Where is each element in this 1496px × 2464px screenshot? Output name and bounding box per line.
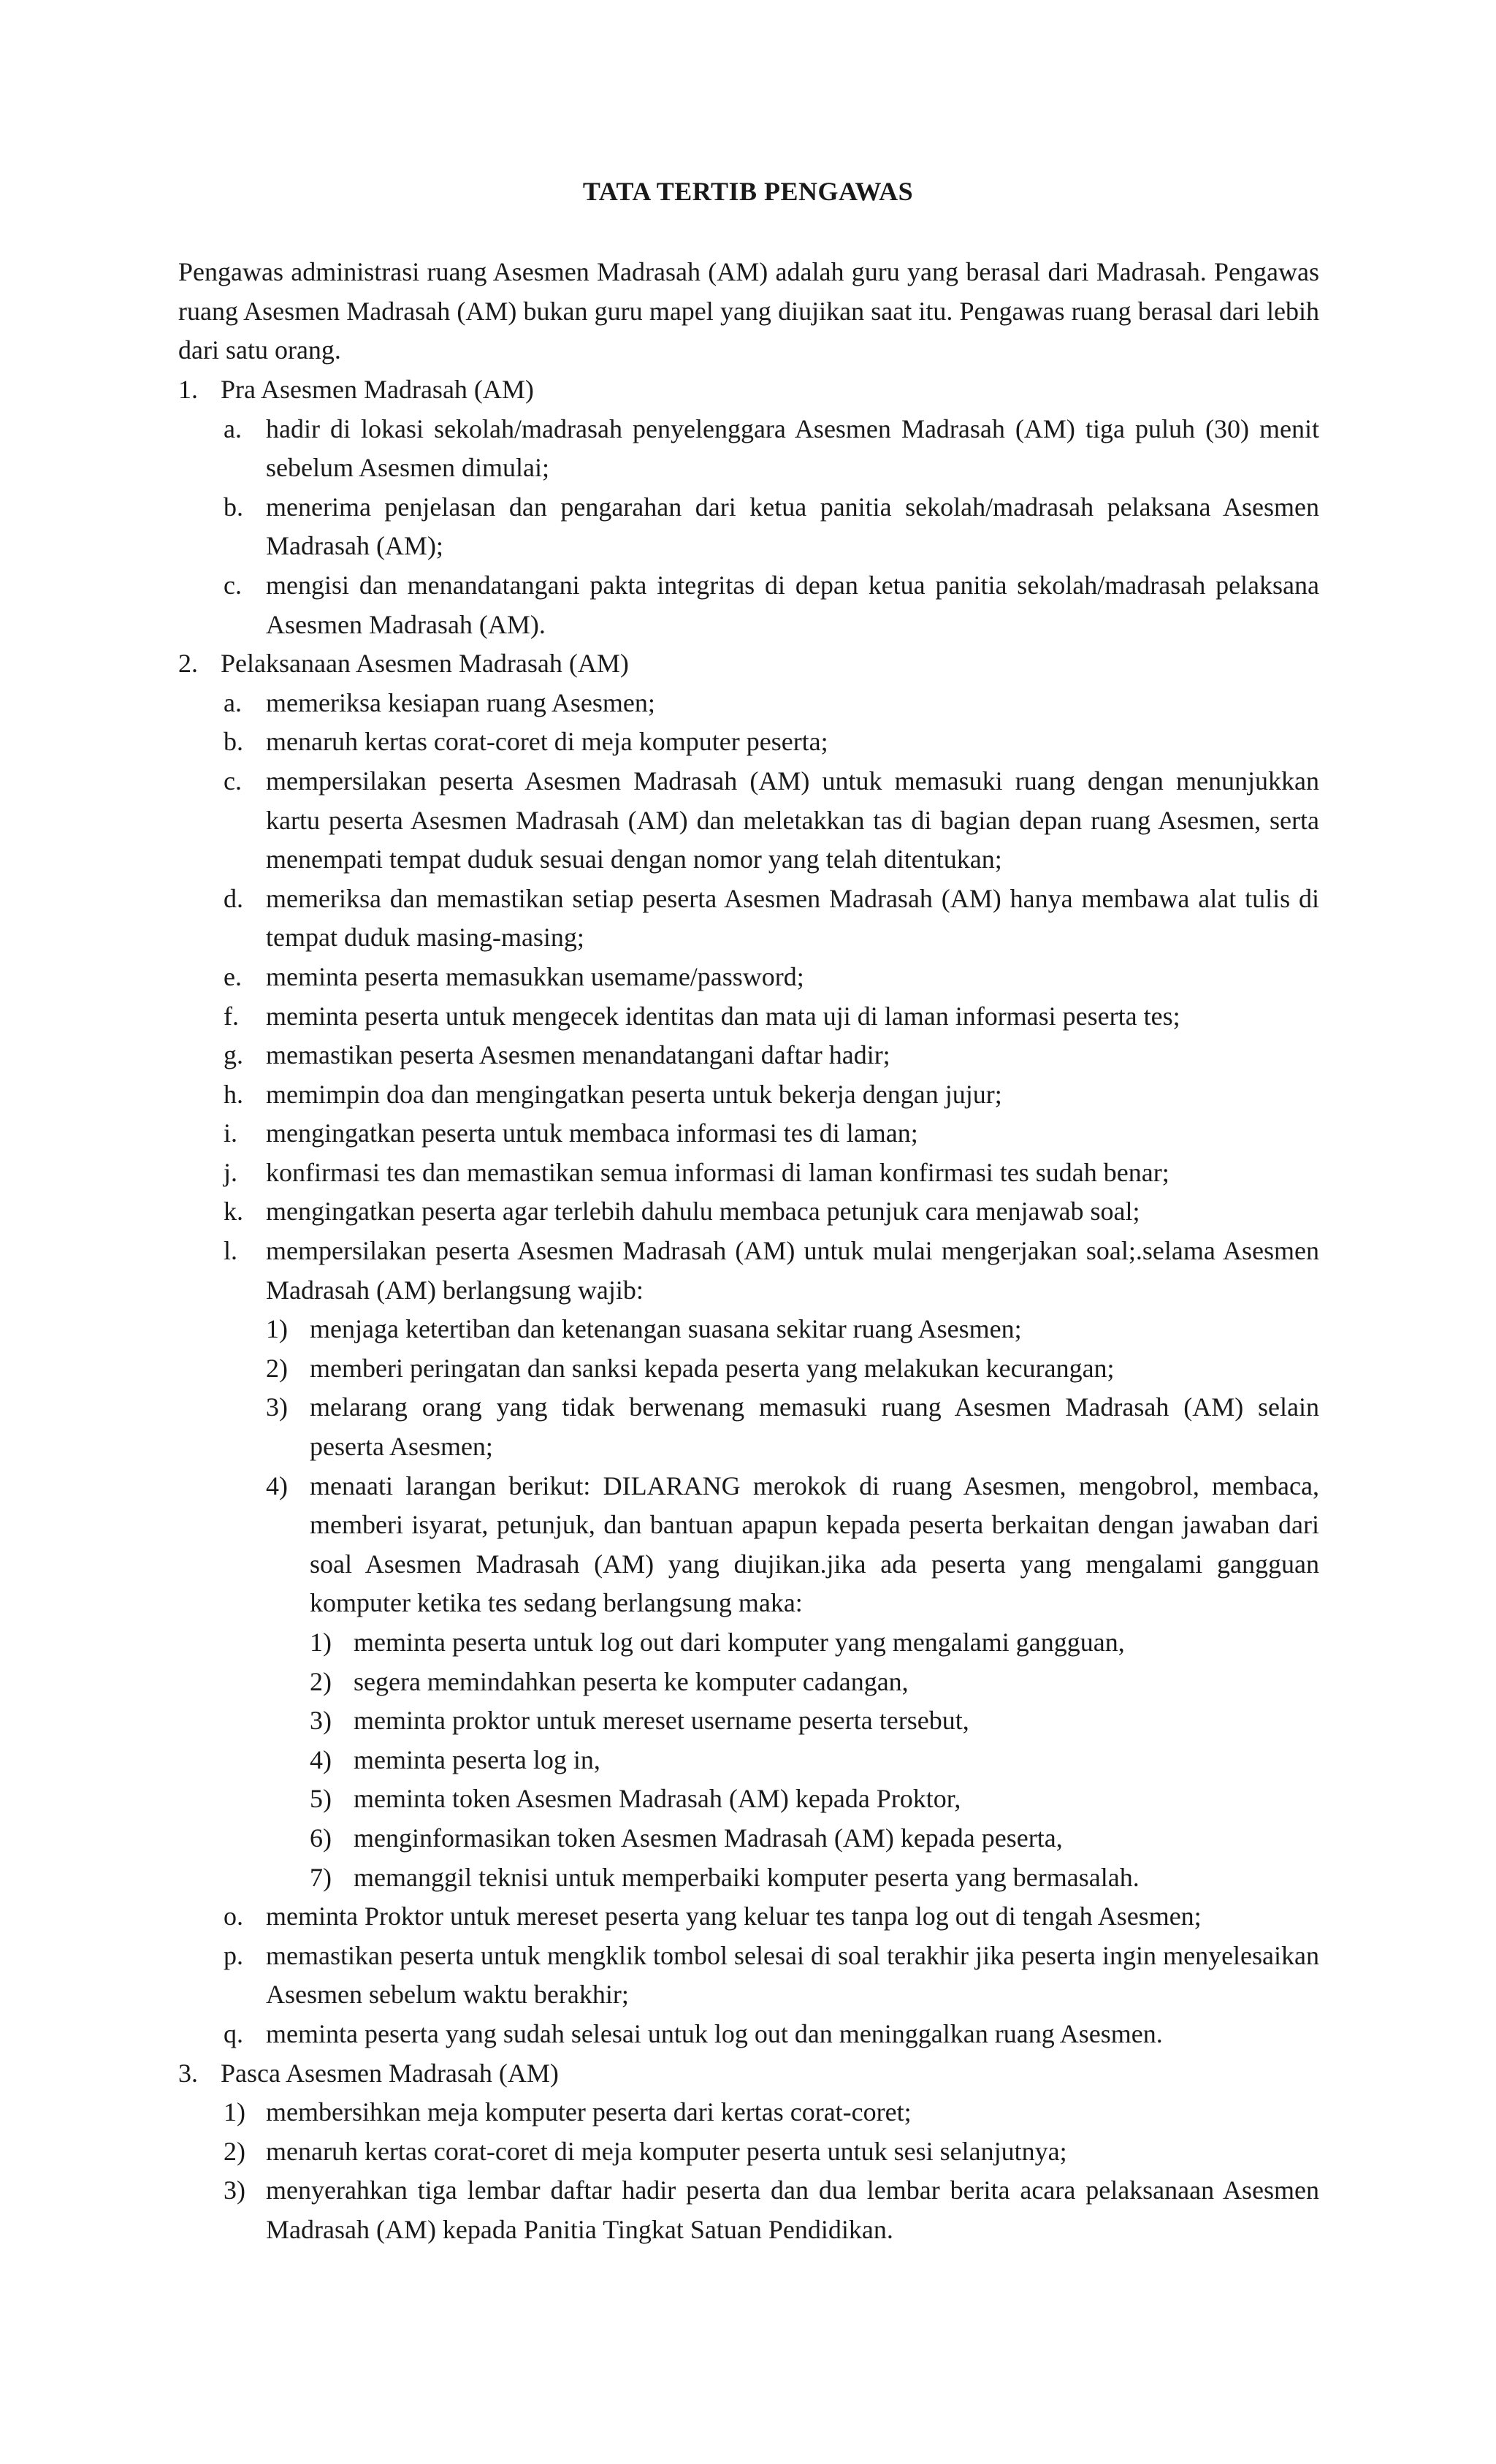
list-item-level-2 (178, 684, 1319, 723)
list-item-level-3 (178, 1388, 1319, 1466)
list-item-level-2 (178, 880, 1319, 958)
list-item-level-2 (178, 410, 1319, 488)
list-item-level-2-label: b. (224, 492, 243, 522)
section-heading (178, 644, 1319, 684)
list-item-level-2-label: j. (224, 1157, 238, 1187)
list-item-level-2 (178, 1075, 1319, 1115)
list-item-level-2-label: o. (224, 1902, 243, 1931)
list-item-level-2-text: memeriksa kesiapan ruang Asesmen; (266, 687, 655, 717)
list-item-level-2 (178, 1036, 1319, 1075)
list-item-level-4 (178, 1858, 1319, 1898)
rules-list (178, 370, 1319, 2250)
list-item-level-4-text: segera memindahkan peserta ke komputer cadangan, (354, 1666, 909, 1696)
list-item-level-4-label: 3) (310, 1706, 332, 1736)
list-item-level-2 (178, 997, 1319, 1037)
list-item-level-4-label: 1) (310, 1628, 332, 1657)
list-item-level-4-text: meminta token Asesmen Madrasah (AM) kepada Proktor, (354, 1784, 961, 1814)
section-heading-label: 2. (178, 649, 198, 679)
list-item-level-3 (178, 1310, 1319, 1349)
list-item-level-2 (178, 1897, 1319, 1937)
section-heading (178, 2054, 1319, 2094)
list-item-level-3-text: menaati larangan berikut: DILARANG merokok di ruang Asesmen, mengobrol, membaca, memberi isyarat, petunjuk, dan bantuan apapun kepada peserta berkaitan dengan jawaban dari soal Asesmen Madrasah (AM) yang diujikan.jika ada peserta yang mengalami gangguan komputer ketika tes sedang berlangsung maka: (310, 1471, 1319, 1618)
list-item-level-4-text: meminta peserta untuk log out dari komputer yang mengalami gangguan, (354, 1628, 1125, 1657)
list-item-level-2-text: memastikan peserta untuk mengklik tombol selesai di soal terakhir jika peserta ingin menyelesaikan Asesmen sebelum waktu berakhir; (266, 1940, 1319, 2010)
section-heading-text: Pra Asesmen Madrasah (AM) (221, 375, 534, 404)
list-item-level-3 (178, 1349, 1319, 1389)
list-item-level-4 (178, 1780, 1319, 1819)
list-item-level-2 (178, 1232, 1319, 1310)
list-item-level-2-text: menerima penjelasan dan pengarahan dari ketua panitia sekolah/madrasah pelaksana Asesmen Madrasah (AM); (266, 492, 1319, 561)
list-item-level-2 (178, 2015, 1319, 2054)
list-item-level-2-label: k. (224, 1197, 243, 1227)
list-item-level-2-text: meminta peserta memasukkan usemame/password; (266, 961, 804, 991)
list-item-level-4 (178, 1663, 1319, 1702)
list-item-level-2-label: c. (224, 766, 242, 796)
list-item-level-4-text: meminta proktor untuk mereset username peserta tersebut, (354, 1706, 969, 1736)
list-item-level-2-label: c. (224, 570, 242, 600)
list-item-level-2-label: e. (224, 961, 242, 991)
list-item-level-2 (178, 1937, 1319, 2015)
list-item-level-4-label: 4) (310, 1744, 332, 1774)
list-item-level-2-text: meminta peserta untuk mengecek identitas dan mata uji di laman informasi peserta tes; (266, 1001, 1180, 1031)
list-item-level-4-text: menginformasikan token Asesmen Madrasah (AM) kepada peserta, (354, 1823, 1063, 1853)
list-item-level-3-label: 2) (266, 1353, 288, 1383)
list-item-level-4 (178, 1741, 1319, 1780)
list-item-level-2-text: mengingatkan peserta agar terlebih dahulu membaca petunjuk cara menjawab soal; (266, 1197, 1140, 1227)
list-item-level-2 (178, 488, 1319, 566)
list-item-level-4 (178, 1701, 1319, 1741)
section-heading-label: 1. (178, 375, 198, 404)
list-item-level-2-label: l. (224, 1236, 238, 1266)
list-item-level-4-label: 6) (310, 1823, 332, 1853)
list-item-level-3-text: melarang orang yang tidak berwenang memasuki ruang Asesmen Madrasah (AM) selain peserta Asesmen; (310, 1392, 1319, 1462)
list-item-level-2-text: mengisi dan menandatangani pakta integritas di depan ketua panitia sekolah/madrasah pelaksana Asesmen Madrasah (AM). (266, 570, 1319, 639)
list-item-level-2-label: q. (224, 2018, 243, 2048)
list-item-level-2 (178, 1153, 1319, 1193)
list-item-level-4-label: 7) (310, 1862, 332, 1892)
list-item-level-2 (178, 2171, 1319, 2249)
list-item-level-2-label: 2) (224, 2136, 245, 2166)
list-item-level-2-label: f. (224, 1001, 239, 1031)
list-item-level-2-label: d. (224, 883, 243, 913)
list-item-level-2-label: g. (224, 1040, 243, 1070)
list-item-level-2 (178, 2132, 1319, 2172)
list-item-level-2-label: h. (224, 1079, 243, 1109)
list-item-level-2-text: konfirmasi tes dan memastikan semua informasi di laman konfirmasi tes sudah benar; (266, 1157, 1169, 1187)
list-item-level-2 (178, 1114, 1319, 1153)
list-item-level-4 (178, 1623, 1319, 1663)
intro-paragraph: Pengawas administrasi ruang Asesmen Madrasah (AM) adalah guru yang berasal dari Madrasah. Pengawas ruang Asesmen Madrasah (AM) bukan guru mapel yang diujikan saat itu. Pengawas ruang berasal dari lebih dari satu orang. (178, 257, 1319, 365)
list-item-level-4-text: meminta peserta log in, (354, 1744, 600, 1774)
list-item-level-2 (178, 2093, 1319, 2132)
list-item-level-2-text: memastikan peserta Asesmen menandatangani daftar hadir; (266, 1040, 890, 1070)
list-item-level-2-text: menyerahkan tiga lembar daftar hadir peserta dan dua lembar berita acara pelaksanaan Asesmen Madrasah (AM) kepada Panitia Tingkat Satuan Pendidikan. (266, 2175, 1319, 2244)
list-item-level-2 (178, 1192, 1319, 1232)
section-heading-text: Pelaksanaan Asesmen Madrasah (AM) (221, 649, 629, 679)
list-item-level-2-text: memimpin doa dan mengingatkan peserta untuk bekerja dengan jujur; (266, 1079, 1002, 1109)
list-item-level-2-text: mengingatkan peserta untuk membaca informasi tes di laman; (266, 1118, 918, 1148)
list-item-level-2-text: meminta Proktor untuk mereset peserta yang keluar tes tanpa log out di tengah Asesmen; (266, 1902, 1202, 1931)
list-item-level-2-label: i. (224, 1118, 238, 1148)
document-title: TATA TERTIB PENGAWAS (582, 177, 914, 206)
list-item-level-2-label: b. (224, 727, 243, 757)
section-heading-text: Pasca Asesmen Madrasah (AM) (221, 2058, 559, 2088)
list-item-level-3 (178, 1467, 1319, 1623)
list-item-level-2 (178, 958, 1319, 997)
list-item-level-3-text: memberi peringatan dan sanksi kepada peserta yang melakukan kecurangan; (310, 1353, 1115, 1383)
list-item-level-2 (178, 762, 1319, 880)
list-item-level-2-text: membersihkan meja komputer peserta dari kertas corat-coret; (266, 2097, 912, 2127)
list-item-level-2-label: a. (224, 687, 242, 717)
list-item-level-3-label: 3) (266, 1392, 288, 1422)
list-item-level-2-text: memeriksa dan memastikan setiap peserta Asesmen Madrasah (AM) hanya membawa alat tulis di tempat duduk masing-masing; (266, 883, 1319, 953)
list-item-level-4-label: 5) (310, 1784, 332, 1814)
list-item-level-3-label: 4) (266, 1471, 288, 1500)
list-item-level-2-label: 3) (224, 2175, 245, 2205)
list-item-level-2-text: meminta peserta yang sudah selesai untuk log out dan meninggalkan ruang Asesmen. (266, 2018, 1163, 2048)
list-item-level-2-text: menaruh kertas corat-coret di meja komputer peserta untuk sesi selanjutnya; (266, 2136, 1067, 2166)
list-item-level-2-text: hadir di lokasi sekolah/madrasah penyelenggara Asesmen Madrasah (AM) tiga puluh (30) menit sebelum Asesmen dimulai; (266, 413, 1319, 483)
list-item-level-2-text: menaruh kertas corat-coret di meja komputer peserta; (266, 727, 828, 757)
list-item-level-2-label: a. (224, 413, 242, 443)
list-item-level-4-text: memanggil teknisi untuk memperbaiki komputer peserta yang bermasalah. (354, 1862, 1140, 1892)
section-heading (178, 370, 1319, 410)
list-item-level-3-label: 1) (266, 1314, 288, 1344)
list-item-level-3-text: menjaga ketertiban dan ketenangan suasana sekitar ruang Asesmen; (310, 1314, 1022, 1344)
list-item-level-2 (178, 566, 1319, 644)
list-item-level-2-label: 1) (224, 2097, 245, 2127)
section-heading-label: 3. (178, 2058, 198, 2088)
list-item-level-2 (178, 722, 1319, 762)
list-item-level-2-text: mempersilakan peserta Asesmen Madrasah (AM) untuk mulai mengerjakan soal;.selama Asesmen Madrasah (AM) berlangsung wajib: (266, 1236, 1319, 1305)
list-item-level-4-label: 2) (310, 1666, 332, 1696)
list-item-level-2-text: mempersilakan peserta Asesmen Madrasah (AM) untuk memasuki ruang dengan menunjukkan kartu peserta Asesmen Madrasah (AM) dan meletakkan tas di bagian depan ruang Asesmen, serta menempati tempat duduk sesuai dengan nomor yang telah ditentukan; (266, 766, 1319, 874)
list-item-level-4 (178, 1819, 1319, 1858)
list-item-level-2-label: p. (224, 1940, 243, 1970)
